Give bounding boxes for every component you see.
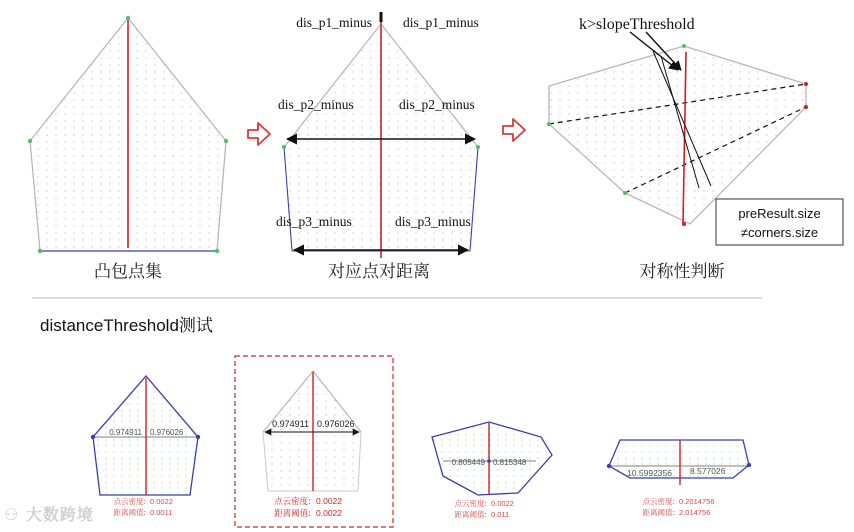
hull-point bbox=[28, 139, 32, 143]
note-line-1: preResult.size bbox=[738, 206, 821, 221]
hull-point bbox=[476, 145, 480, 149]
hull-point bbox=[747, 463, 751, 467]
label-dis-p2-left: dis_p2_minus bbox=[278, 97, 354, 112]
label-dis-p2-right: dis_p2_minus bbox=[399, 97, 475, 112]
label-dis-p3-right: dis_p3_minus bbox=[395, 214, 471, 229]
density-label: 点云密度: bbox=[274, 497, 311, 507]
hull-point bbox=[804, 82, 808, 86]
panel-distance bbox=[276, 12, 480, 282]
panel-caption: 对称性判断 bbox=[639, 262, 725, 282]
threshold-label: 距离阈值: bbox=[113, 508, 146, 517]
right-distance-value: 0.976026 bbox=[150, 428, 184, 437]
hull-point bbox=[224, 139, 228, 143]
threshold-value: 0.0011 bbox=[150, 508, 173, 517]
hull-point bbox=[607, 464, 611, 468]
flow-arrow-icon bbox=[503, 119, 525, 141]
density-label: 点云密度: bbox=[113, 497, 146, 506]
hull-fill bbox=[263, 371, 361, 491]
hull-point bbox=[804, 105, 808, 109]
panel-caption: 凸包点集 bbox=[94, 262, 162, 282]
density-label: 点云密度: bbox=[454, 499, 487, 508]
slope-threshold-label: k>slopeThreshold bbox=[579, 16, 695, 33]
left-distance-value: 0.974911 bbox=[109, 428, 142, 437]
threshold-value: 0.011 bbox=[491, 510, 510, 519]
hull-point bbox=[91, 435, 95, 439]
hull-point bbox=[682, 222, 686, 226]
threshold-value: 0.0022 bbox=[316, 508, 342, 518]
hull-point bbox=[38, 249, 42, 253]
panel-symmetry bbox=[547, 16, 843, 282]
hull-point bbox=[623, 191, 627, 195]
hull-point bbox=[682, 44, 686, 48]
hull-point bbox=[215, 249, 219, 253]
watermark bbox=[4, 502, 94, 525]
right-distance-value: 0.815348 bbox=[493, 458, 527, 467]
watermark-logo-icon: ⚇ bbox=[4, 505, 20, 524]
apex-marker bbox=[380, 12, 383, 22]
hull-point bbox=[126, 16, 130, 20]
note-line-2: ≠corners.size bbox=[740, 225, 819, 240]
left-distance-value: 0.974911 bbox=[272, 419, 309, 429]
density-value: 0.0022 bbox=[150, 497, 173, 506]
density-value: 0.0022 bbox=[491, 499, 514, 508]
hull-point bbox=[282, 145, 286, 149]
density-value: 0.2014756 bbox=[679, 497, 715, 506]
flow-arrow-icon bbox=[248, 123, 270, 145]
density-value: 0.0022 bbox=[316, 496, 342, 506]
threshold-label: 距离阈值: bbox=[642, 508, 675, 517]
test-case-4 bbox=[607, 440, 751, 517]
hull-point bbox=[547, 122, 551, 126]
test-case-2 bbox=[235, 356, 393, 527]
panel-caption: 对应点对距离 bbox=[328, 262, 430, 282]
left-distance-value: 10.5992356 bbox=[627, 468, 672, 478]
label-dis-p1-right: dis_p1_minus bbox=[403, 15, 479, 30]
threshold-label: 距离阈值: bbox=[454, 510, 487, 519]
watermark-text: 大数跨境 bbox=[25, 505, 94, 524]
test-case-1 bbox=[91, 376, 200, 517]
right-distance-value: 0.976026 bbox=[317, 419, 355, 429]
section-title: distanceThreshold测试 bbox=[40, 316, 213, 335]
test-case-3 bbox=[432, 422, 552, 519]
density-label: 点云密度: bbox=[642, 497, 675, 506]
panel-convex-hull bbox=[28, 16, 228, 282]
hull-fill bbox=[432, 422, 552, 495]
label-dis-p3-left: dis_p3_minus bbox=[276, 214, 352, 229]
right-distance-value: 8.577026 bbox=[690, 466, 726, 476]
left-distance-value: 0.805449 bbox=[451, 458, 485, 467]
threshold-label: 距离阈值: bbox=[274, 509, 311, 519]
label-dis-p1-left: dis_p1_minus bbox=[296, 15, 372, 30]
hull-point bbox=[487, 459, 491, 463]
hull-point bbox=[196, 435, 200, 439]
hull-fill bbox=[549, 46, 806, 224]
threshold-value: 2.014756 bbox=[679, 508, 711, 517]
